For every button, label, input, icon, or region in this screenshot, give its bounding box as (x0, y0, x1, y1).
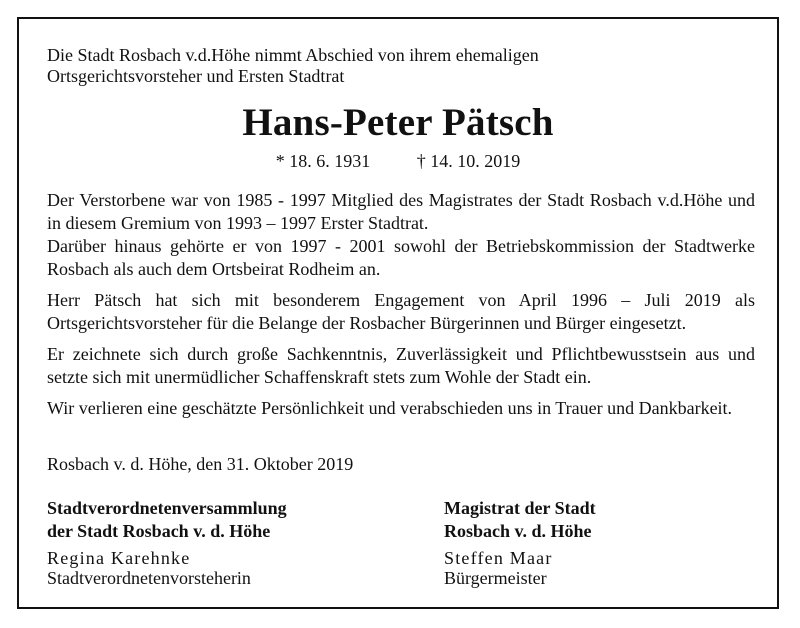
paragraph: Herr Pätsch hat sich mit besonderem Engagement von April 1996 – Juli 2019 als Ortsgerichtsvorsteher für die Belange der Rosbacher Bürgerinnen und Bürger eingesetzt. (47, 290, 755, 333)
signature-person: Regina Karehnke (47, 548, 191, 568)
signature-org: Rosbach v. d. Höhe (444, 521, 592, 541)
signature-council (47, 497, 287, 588)
signature-org: Magistrat der Stadt (444, 498, 596, 518)
paragraph: Wir verlieren eine geschätzte Persönlichkeit und verabschieden uns in Trauer und Dankbarkeit. (47, 398, 733, 418)
paragraph: Der Verstorbene war von 1985 - 1997 Mitglied des Magistrates der Stadt Rosbach v.d.Höhe und in diesem Gremium von 1993 – 1997 Erster Stadtrat. (47, 190, 755, 233)
place-date: Rosbach v. d. Höhe, den 31. Oktober 2019 (47, 454, 354, 474)
paragraph: Darüber hinaus gehörte er von 1997 - 2001 sowohl der Betriebskommission der Stadtwerke Rosbach als auch dem Ortsbeirat Rodheim an. (47, 236, 755, 279)
intro-text (47, 45, 539, 87)
intro-line: Ortsgerichtsvorsteher und Ersten Stadtrat (47, 66, 345, 86)
obituary-notice (17, 17, 779, 609)
birth-date: * 18. 6. 1931 (275, 151, 371, 171)
signature-role: Bürgermeister (444, 568, 547, 588)
signature-org: Stadtverordnetenversammlung (47, 498, 287, 518)
deceased-name: Hans-Peter Pätsch (242, 101, 554, 144)
signature-role: Stadtverordnetenvorsteherin (47, 568, 251, 588)
body-text (47, 189, 755, 428)
death-date: † 14. 10. 2019 (416, 151, 521, 171)
signature-magistrate (444, 497, 596, 588)
paragraph: Er zeichnete sich durch große Sachkenntnis, Zuverlässigkeit und Pflichtbewusstsein aus und setzte sich mit unermüdlicher Schaffenskraft stets zum Wohle der Stadt ein. (47, 344, 755, 387)
life-dates (19, 150, 777, 172)
signature-person: Steffen Maar (444, 548, 553, 568)
signature-org: der Stadt Rosbach v. d. Höhe (47, 521, 271, 541)
intro-line: Die Stadt Rosbach v.d.Höhe nimmt Abschied von ihrem ehemaligen (47, 45, 539, 65)
